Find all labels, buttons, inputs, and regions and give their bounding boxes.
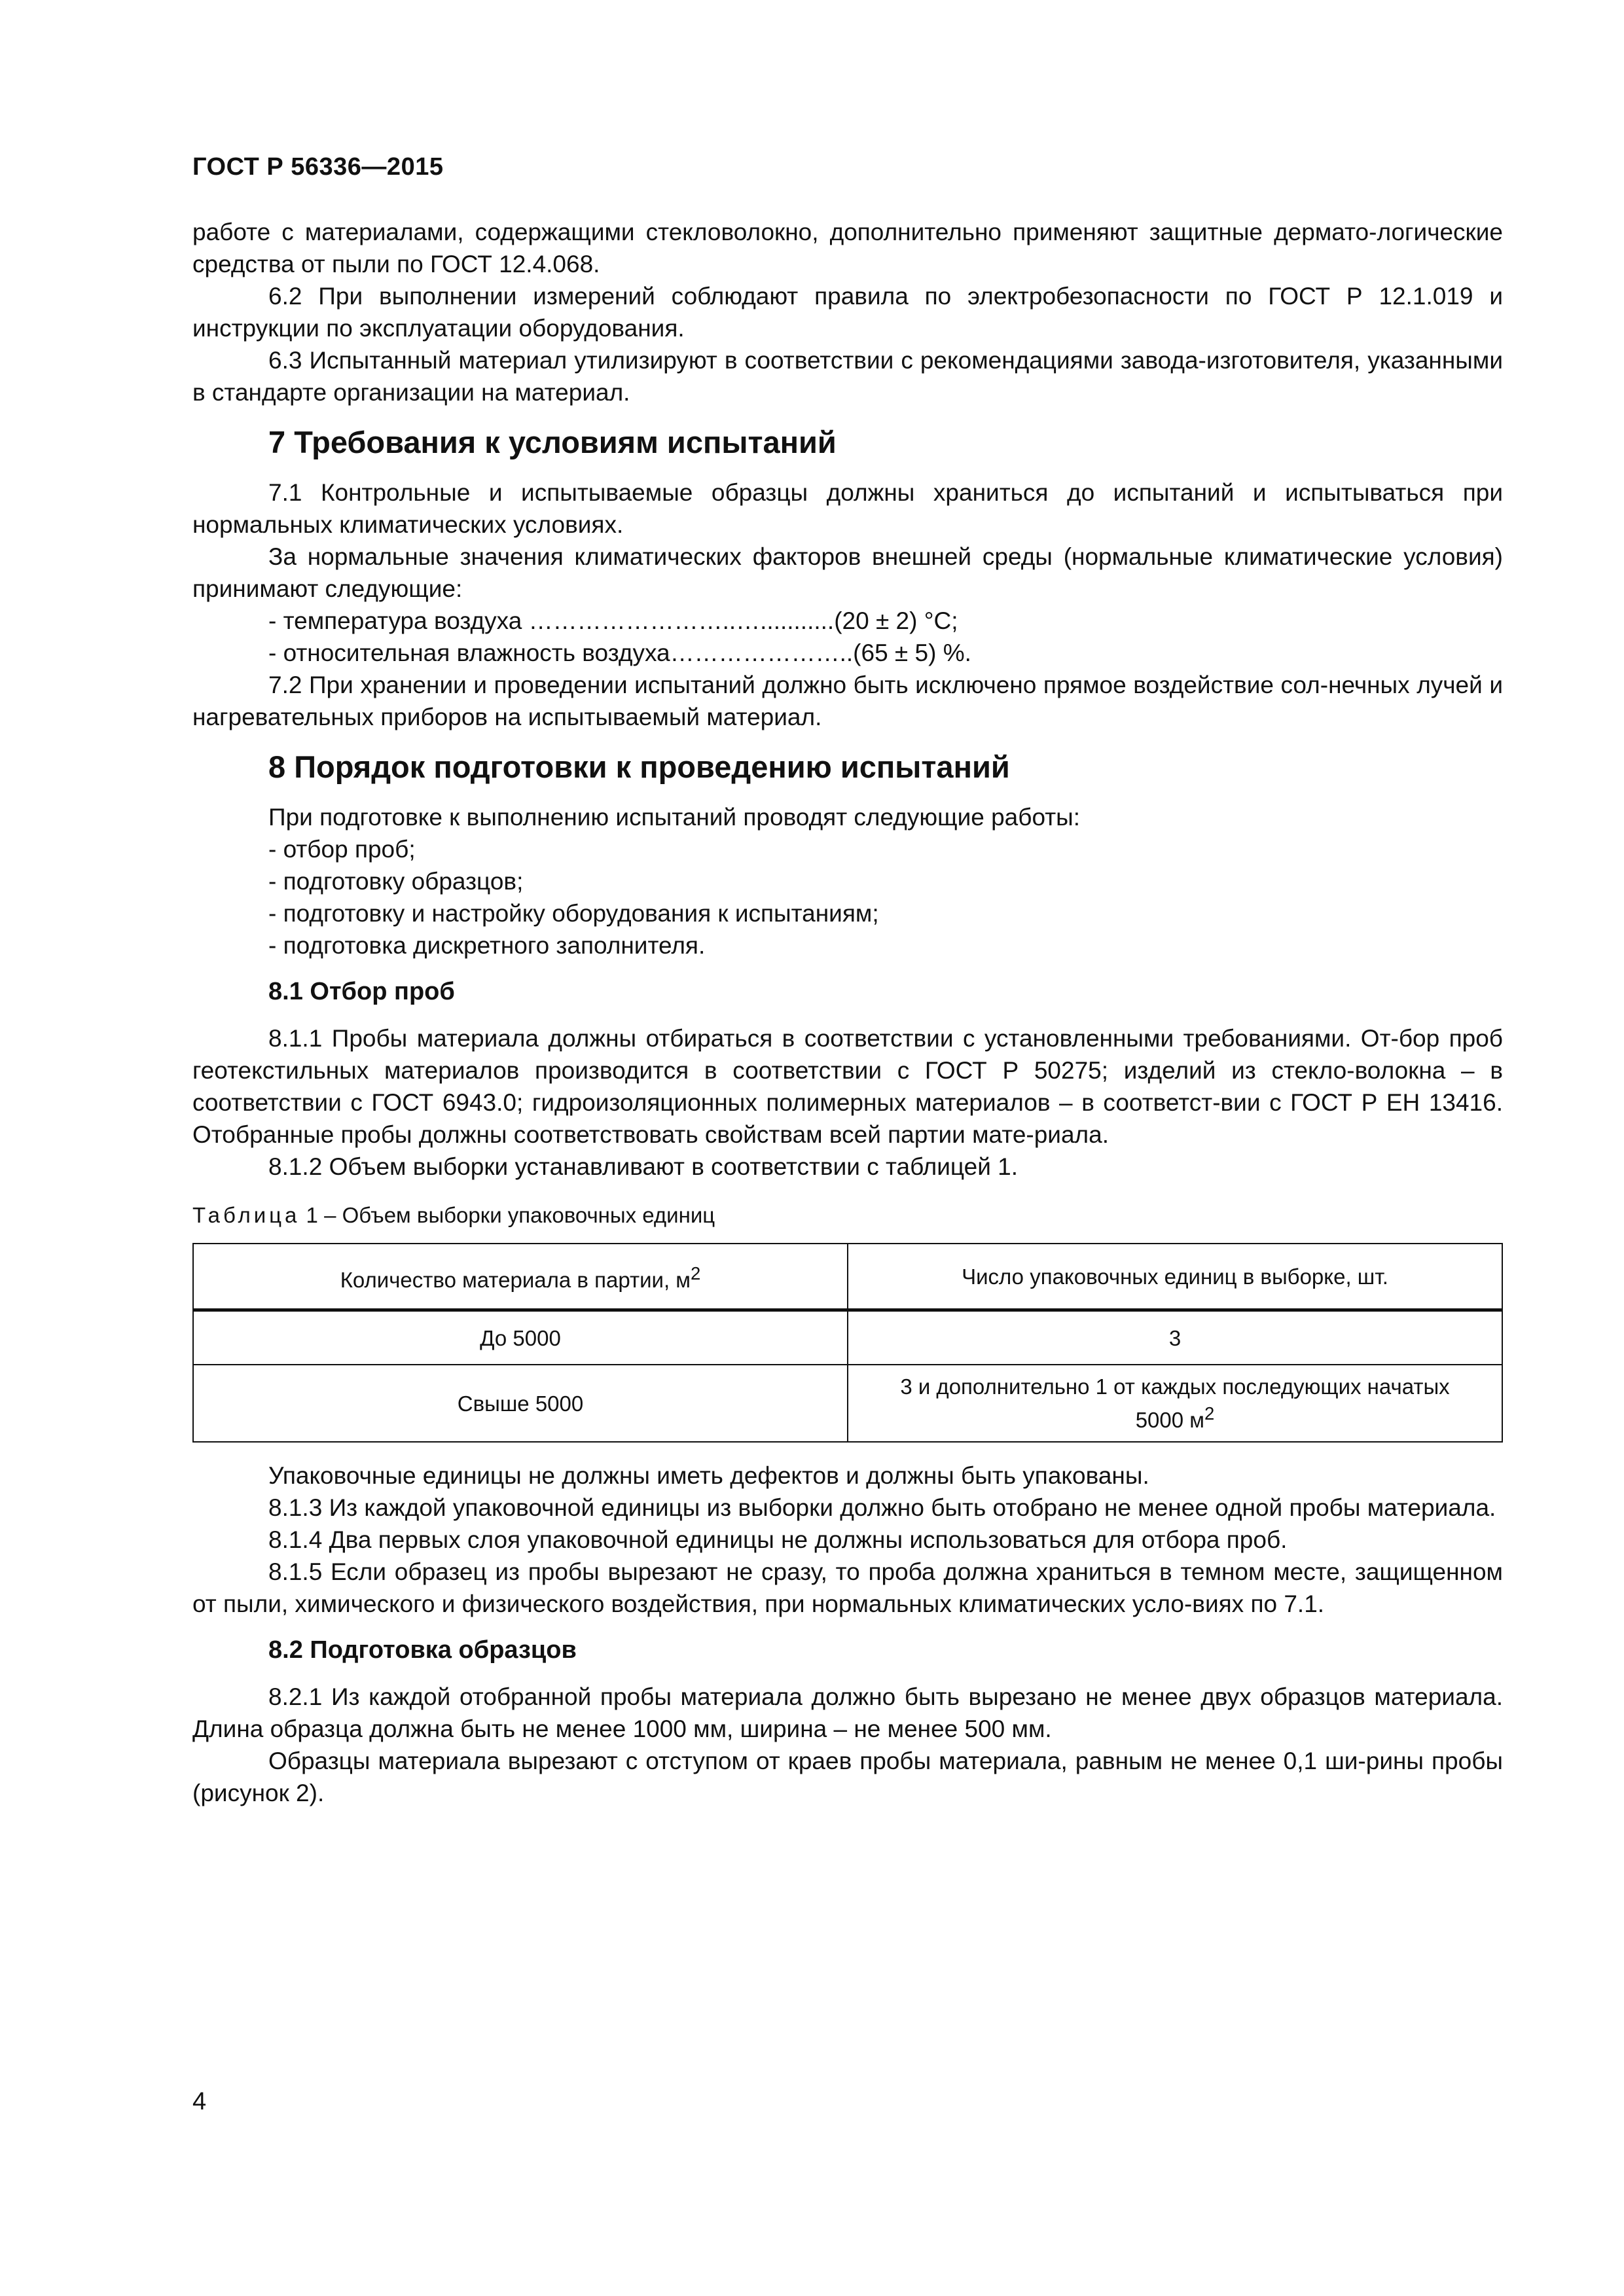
table-1-caption [192, 1201, 1503, 1230]
superscript: 2 [1204, 1403, 1215, 1424]
table-header-cell-units: Число упаковочных единиц в выборке, шт. [848, 1244, 1502, 1310]
subsection-8-1-heading: 8.1 Отбор проб [268, 978, 455, 1005]
paragraph-packaging: Упаковочные единицы не должны иметь дефектов и должны быть упакованы. [268, 1462, 1149, 1489]
table-cell [848, 1365, 1502, 1442]
list-item: - отбор проб; [268, 836, 416, 863]
table-cell: 3 [848, 1310, 1502, 1365]
list-item: - подготовку образцов; [268, 868, 524, 895]
paragraph-8-1-1: 8.1.1 Пробы материала должны отбираться в соответствии с установленными требованиями. От-бор проб геотекстильных материалов производится в соответствии с ГОСТ Р 50275; изделий из стекло-волокна – в соответствии с ГОСТ 6943.0; гидроизоляционных полимерных материалов – в соответст-вии с ГОСТ Р ЕН 13416. Отобранные пробы должны соответствовать свойствам всей партии мате-риала. [192, 1025, 1503, 1148]
document-code-header: ГОСТ Р 56336—2015 [192, 153, 444, 181]
paragraph-8-1-2: 8.1.2 Объем выборки устанавливают в соответствии с таблицей 1. [268, 1153, 1019, 1180]
table-caption-word: Таблица [192, 1203, 300, 1227]
paragraph-8-1-4: 8.1.4 Два первых слоя упаковочной единицы не должны использоваться для отбора проб. [268, 1526, 1288, 1553]
paragraph-7-2: 7.2 При хранении и проведении испытаний должно быть исключено прямое воздействие сол-нечных лучей и нагревательных приборов на испытываемый материал. [192, 672, 1503, 730]
table-header-row [193, 1244, 1502, 1310]
list-item: - подготовка дискретного заполнителя. [268, 932, 706, 959]
paragraph-samples: Образцы материала вырезают с отступом от краев пробы материала, равным не менее 0,1 ши-рины пробы (рисунок 2). [192, 1748, 1503, 1806]
page-number: 4 [192, 2088, 207, 2115]
list-item-temperature: - температура воздуха ……………………..…...........(20 ± 2) °С; [268, 607, 958, 634]
table-1 [192, 1243, 1503, 1443]
table-caption-text: 1 – Объем выборки упаковочных единиц [300, 1203, 715, 1227]
paragraph-8-2-1: 8.2.1 Из каждой отобранной пробы материала должно быть вырезано не менее двух образцов материала. Длина образца должна быть не менее 1000 мм, ширина – не менее 500 мм. [192, 1683, 1503, 1742]
header-text: Количество материала в партии, м [340, 1267, 691, 1292]
paragraph-8-1-3: 8.1.3 Из каждой упаковочной единицы из выборки должно быть отобрано не менее одной пробы материала. [268, 1494, 1496, 1521]
paragraph-6-2: 6.2 При выполнении измерений соблюдают правила по электробезопасности по ГОСТ Р 12.1.019 и инструкции по эксплуатации оборудования. [192, 283, 1503, 342]
paragraph-7-1: 7.1 Контрольные и испытываемые образцы должны храниться до испытаний и испытываться при нормальных климатических условиях. [192, 479, 1503, 538]
superscript: 2 [690, 1263, 701, 1283]
subsection-8-2-heading: 8.2 Подготовка образцов [268, 1636, 577, 1664]
list-item: - подготовку и настройку оборудования к испытаниям; [268, 900, 879, 927]
cell-text-line: 3 и дополнительно 1 от каждых последующих начатых [900, 1374, 1450, 1399]
paragraph-8-intro: При подготовке к выполнению испытаний проводят следующие работы: [268, 804, 1081, 831]
section-7-heading: 7 Требования к условиям испытаний [268, 425, 837, 459]
list-item-humidity: - относительная влажность воздуха…………………..(65 ± 5) %. [268, 639, 971, 666]
section-8-heading: 8 Порядок подготовки к проведению испытаний [268, 749, 1010, 784]
paragraph-8-1-5: 8.1.5 Если образец из пробы вырезают не сразу, то проба должна храниться в темном месте, защищенном от пыли, химического и физического воздействия, при нормальных климатических усло-виях по 7.1. [192, 1558, 1503, 1617]
paragraph-continued: работе с материалами, содержащими стекловолокно, дополнительно применяют защитные дермато-логические средства от пыли по ГОСТ 12.4.068. [192, 219, 1503, 278]
cell-text-line: 5000 м [1135, 1408, 1204, 1432]
table-row [193, 1310, 1502, 1365]
table-row [193, 1365, 1502, 1442]
paragraph-6-3: 6.3 Испытанный материал утилизируют в соответствии с рекомендациями завода-изготовителя, указанными в стандарте организации на материал. [192, 347, 1503, 406]
table-header-cell-quantity [193, 1244, 848, 1310]
paragraph-normal-conditions: За нормальные значения климатических факторов внешней среды (нормальные климатические условия) принимают следующие: [192, 543, 1503, 602]
table-cell: До 5000 [193, 1310, 848, 1365]
page-content [192, 216, 1503, 1809]
table-cell: Свыше 5000 [193, 1365, 848, 1442]
